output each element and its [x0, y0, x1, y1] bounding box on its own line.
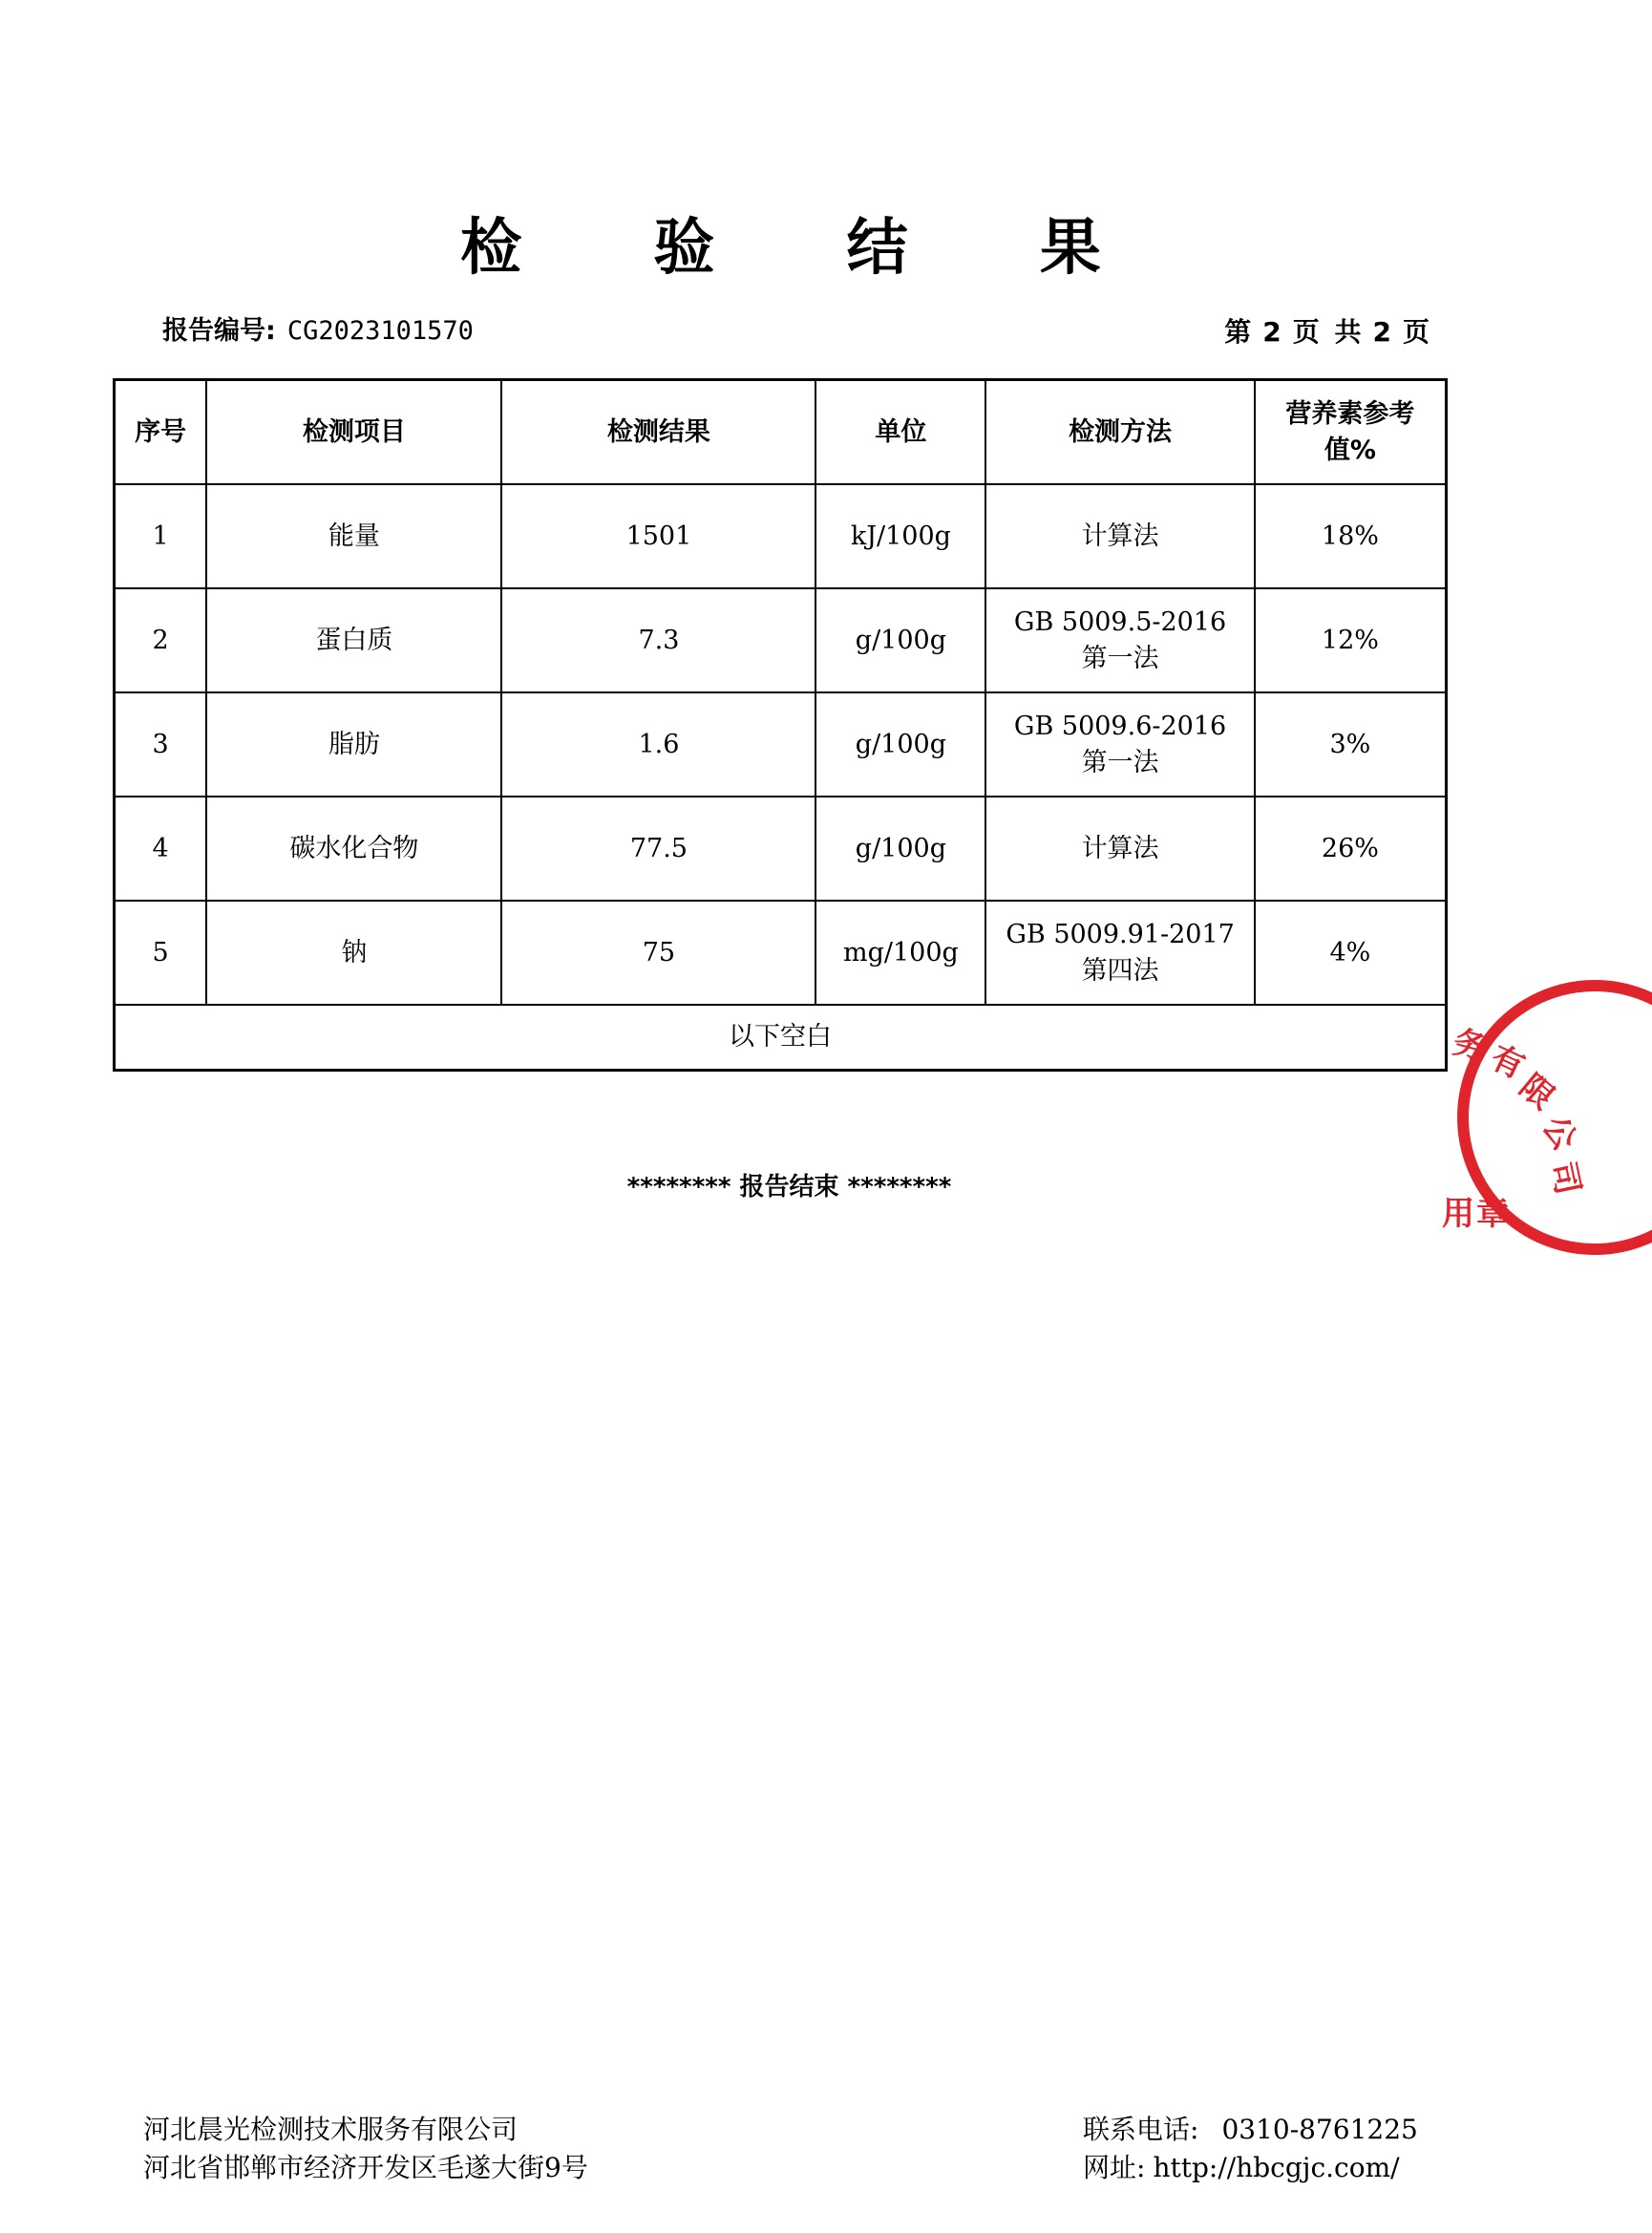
- footer-phone-label: 联系电话:: [1083, 2114, 1199, 2145]
- blank-note: 以下空白: [115, 1005, 1447, 1071]
- results-table: [113, 378, 1448, 1072]
- cell-unit: kJ/100g: [815, 484, 985, 588]
- svg-text:公: 公: [1534, 1109, 1584, 1158]
- svg-text:用: 用: [1442, 1195, 1474, 1233]
- svg-text:司: 司: [1542, 1158, 1587, 1199]
- footer-phone-line: [1083, 2111, 1418, 2149]
- footer-web-label: 网址:: [1083, 2152, 1146, 2183]
- cell-method: [985, 797, 1254, 901]
- company-seal-stamp: [1404, 974, 1652, 1261]
- cell-nrv: 3%: [1255, 692, 1447, 797]
- table-header-row: [115, 380, 1447, 485]
- cell-method: [985, 484, 1254, 588]
- cell-no: 5: [115, 901, 207, 1005]
- cell-result: 1501: [501, 484, 815, 588]
- cell-nrv: 18%: [1255, 484, 1447, 588]
- page-indicator: [1218, 311, 1435, 350]
- header-unit: 单位: [815, 380, 985, 485]
- cell-no: 4: [115, 797, 207, 901]
- report-end-marker: ******** 报告结束 ********: [626, 1173, 952, 1202]
- blank-row: [115, 1005, 1447, 1071]
- header-method: 检测方法: [985, 380, 1254, 485]
- header-result: 检测结果: [501, 380, 815, 485]
- cell-no: 1: [115, 484, 207, 588]
- method-line: 第一法: [1081, 747, 1159, 777]
- header-no: 序号: [115, 380, 207, 485]
- footer-address: 河北省邯郸市经济开发区毛遂大街9号: [143, 2152, 588, 2183]
- header-item: 检测项目: [206, 380, 501, 485]
- table-row: [115, 588, 1447, 692]
- cell-result: 1.6: [501, 692, 815, 797]
- footer-web-line: [1083, 2149, 1418, 2187]
- page-suffix: 页: [1402, 316, 1430, 348]
- cell-item: 碳水化合物: [206, 797, 501, 901]
- cell-no: 3: [115, 692, 207, 797]
- footer-company-name: 河北晨光检测技术服务有限公司: [143, 2114, 519, 2145]
- method-line: 第一法: [1081, 643, 1159, 673]
- table-row: [115, 797, 1447, 901]
- footer-contact-info: [1083, 2111, 1418, 2187]
- cell-unit: g/100g: [815, 588, 985, 692]
- report-number: [162, 309, 474, 347]
- cell-item: 能量: [206, 484, 501, 588]
- cell-nrv: 26%: [1255, 797, 1447, 901]
- page-prefix: 第: [1224, 316, 1252, 348]
- cell-unit: mg/100g: [815, 901, 985, 1005]
- cell-method: [985, 901, 1254, 1005]
- report-number-value: CG2023101570: [286, 316, 474, 346]
- method-line: 计算法: [1081, 833, 1159, 863]
- page-total: 2: [1372, 316, 1391, 348]
- svg-text:有: 有: [1484, 1038, 1531, 1087]
- method-line: 第四法: [1081, 955, 1159, 986]
- cell-result: 7.3: [501, 588, 815, 692]
- method-line: GB 5009.6-2016: [1013, 711, 1227, 741]
- cell-no: 2: [115, 588, 207, 692]
- table-row: [115, 901, 1447, 1005]
- svg-text:章: 章: [1476, 1195, 1509, 1233]
- cell-nrv: 12%: [1255, 588, 1447, 692]
- report-number-label: 报告编号:: [162, 316, 276, 346]
- cell-method: [985, 588, 1254, 692]
- method-line: 计算法: [1081, 521, 1159, 551]
- method-line: GB 5009.91-2017: [1006, 919, 1235, 949]
- table-row: [115, 484, 1447, 588]
- page-title: 检 验 结 果: [460, 213, 1156, 284]
- svg-text:限: 限: [1512, 1067, 1562, 1117]
- footer-company-info: [143, 2111, 588, 2187]
- cell-item: 蛋白质: [206, 588, 501, 692]
- footer-phone: 0310-8761225: [1221, 2114, 1418, 2145]
- header-nrv: 营养素参考值%: [1255, 380, 1447, 485]
- cell-result: 75: [501, 901, 815, 1005]
- method-line: GB 5009.5-2016: [1013, 606, 1227, 637]
- page-current: 2: [1262, 316, 1281, 348]
- cell-item: 钠: [206, 901, 501, 1005]
- page-mid: 页 共: [1292, 316, 1362, 348]
- svg-text:务: 务: [1449, 1023, 1491, 1069]
- footer-website-link[interactable]: http://hbcgjc.com/: [1153, 2152, 1400, 2183]
- cell-nrv: 4%: [1255, 901, 1447, 1005]
- cell-unit: g/100g: [815, 797, 985, 901]
- cell-result: 77.5: [501, 797, 815, 901]
- cell-method: [985, 692, 1254, 797]
- table-row: [115, 692, 1447, 797]
- cell-unit: g/100g: [815, 692, 985, 797]
- cell-item: 脂肪: [206, 692, 501, 797]
